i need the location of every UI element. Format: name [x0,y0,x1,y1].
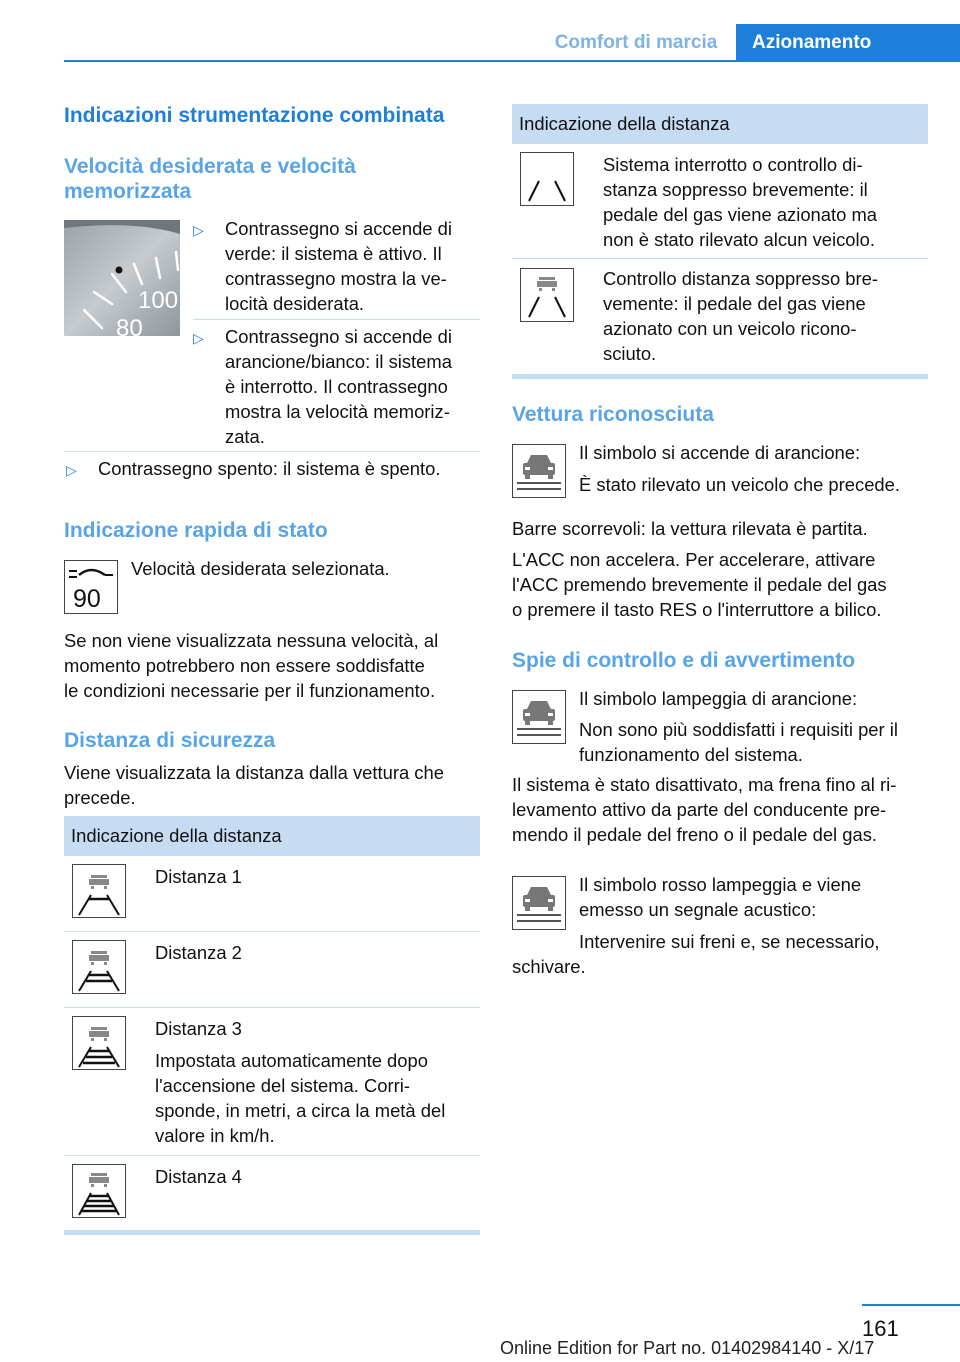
warning-line-5: schivare. [512,956,586,977]
distance-4-icon [72,1164,126,1218]
warning-line-4: Intervenire sui freni e, se necessario, [579,931,880,952]
right-distance-table-header: Indicazione della distanza [512,104,928,144]
warning-line-2: Non sono più soddisfatti i requisiti per il funzionamento del sistema. [579,719,898,765]
distance-4-label: Distanza 4 [155,1166,242,1187]
bullet-3: Contrassegno spento: il sistema è spento. [98,458,441,479]
speedometer-dial-image [64,220,180,336]
header-rule [64,60,960,62]
distance-2-label: Distanza 2 [155,942,242,963]
safety-distance-paragraph: Viene visualizzata la distanza dalla vettura che precede. [64,762,444,808]
dial-label-80: 80 [116,315,143,336]
distance-suppressed-icon [520,268,574,322]
bullet-arrow-icon: ▷ [66,462,77,478]
distance-1-icon [72,864,126,918]
divider [64,1007,480,1008]
vehicle-recognized-heading: Vettura riconosciuta [512,403,714,426]
table-end-bar [64,1230,480,1235]
vehicle-warning-icon [512,690,566,744]
distance-3-label: Distanza 3 [155,1018,242,1039]
footer-edition: Online Edition for Part no. 01402984140 - X/17 [500,1338,875,1358]
recognized-paragraph-2: L'ACC non accelera. Per accelerare, attivare l'ACC premendo brevemente il pedale del gas o premere il tasto RES o l'interruttore a bilico. [512,549,887,620]
bullet-1: Contrassegno si accende di verde: il sistema è attivo. Il contrassegno mostra la ve- locità desiderata. [225,218,452,314]
divider [64,451,480,452]
right-row-1-text: Sistema interrotto o controllo di- stanza soppresso brevemente: il pedale del gas viene azionato ma non è stato rilevato alcun veicolo. [603,154,878,250]
bullet-2: Contrassegno si accende di arancione/bianco: il sistema è interrotto. Il contrassegno mostra la velocità memoriz- zata. [225,326,452,447]
safety-distance-heading: Distanza di sicurezza [64,729,276,752]
quick-status-paragraph: Se non viene visualizzata nessuna velocità, al momento potrebbero non essere soddisfatte le condizioni necessarie per il funzionamento. [64,630,439,701]
vehicle-recognized-icon [512,444,566,498]
distance-2-icon [72,940,126,994]
speed-90-icon [64,560,118,614]
footer-rule [862,1304,960,1306]
svg-text:90: 90 [73,585,101,613]
warning-lights-heading: Spie di controllo e di avvertimento [512,649,856,672]
page-number: 161 [862,1316,899,1341]
header-section-tab[interactable]: Comfort di marcia [554,32,718,53]
recognized-line-2: È stato rilevato un veicolo che precede. [579,474,901,495]
bullet-arrow-icon: ▷ [193,330,204,346]
distance-1-label: Distanza 1 [155,866,242,887]
warning-paragraph: Il sistema è stato disattivato, ma frena fino al ri- levamento attivo da parte del conducente pre- mendo il pedale del freno o il pedale del gas. [512,774,897,845]
warning-line-1: Il simbolo lampeggia di arancione: [579,688,858,709]
header-chapter-tab[interactable]: Azionamento [736,24,960,62]
table-end-bar [512,374,928,379]
distance-table-header: Indicazione della distanza [64,816,480,856]
distance-3-icon [72,1016,126,1070]
divider [64,931,480,932]
page-title: Indicazioni strumentazione combinata [64,104,445,127]
distance-3-description: Impostata automaticamente dopo l'accensione del sistema. Corri- sponde, in metri, a circa la metà del valore in km/h. [155,1050,446,1146]
distance-interrupted-icon [520,152,574,206]
recognized-paragraph-1: Barre scorrevoli: la vettura rilevata è partita. [512,518,868,539]
bullet-arrow-icon: ▷ [193,222,204,238]
recognized-line-1: Il simbolo si accende di arancione: [579,442,861,463]
divider [64,1155,480,1156]
divider [193,319,480,320]
divider [512,258,928,259]
right-row-2-text: Controllo distanza soppresso bre- vemente: il pedale del gas viene azionato con un veicolo ricono- sciuto. [603,268,878,364]
dial-label-100: 100 [138,287,179,314]
vehicle-red-warning-icon [512,876,566,930]
quick-status-text: Velocità desiderata selezionata. [131,558,390,579]
warning-line-3: Il simbolo rosso lampeggia e viene emesso un segnale acustico: [579,874,862,920]
quick-status-heading: Indicazione rapida di stato [64,519,328,542]
speed-heading: Velocità desiderata e velocità memorizzata [64,155,356,203]
